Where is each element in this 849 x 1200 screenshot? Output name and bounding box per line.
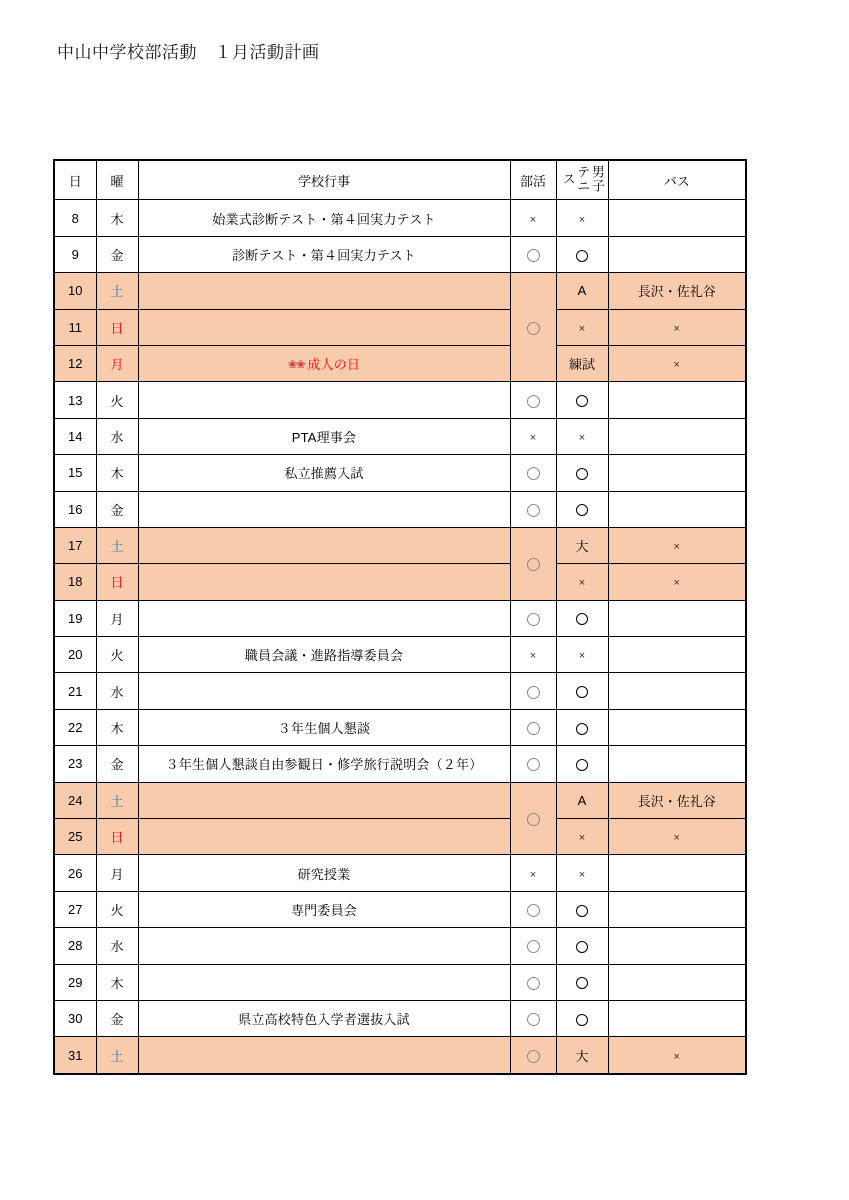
cross-mark-icon: × <box>673 577 680 590</box>
cell-club <box>510 928 556 964</box>
cell-bus <box>608 600 746 636</box>
cell-day: 10 <box>54 273 96 309</box>
column-header-school-event: 学校行事 <box>138 160 510 200</box>
cell-bus <box>608 855 746 891</box>
cell-club <box>510 1000 556 1036</box>
cell-day: 22 <box>54 709 96 745</box>
table-row <box>54 819 746 855</box>
cell-school-event <box>138 600 510 636</box>
event-text: ３年生個人懇談 <box>277 721 371 737</box>
cell-club <box>510 709 556 745</box>
table-row <box>54 527 746 563</box>
cell-boys-tennis <box>556 564 608 600</box>
cross-mark-icon: × <box>673 541 680 554</box>
cell-bus <box>608 673 746 709</box>
table-row <box>54 345 746 381</box>
table-row <box>54 746 746 782</box>
circle-mark-icon <box>576 686 588 698</box>
cross-mark-icon: × <box>578 213 586 226</box>
cell-bus <box>608 309 746 345</box>
cell-boys-tennis <box>556 891 608 927</box>
cell-weekday: 土 <box>96 1037 138 1074</box>
cell-boys-tennis <box>556 418 608 454</box>
cell-club <box>510 200 556 236</box>
circle-mark-light-icon <box>527 395 540 408</box>
cell-club <box>510 236 556 272</box>
circle-mark-icon <box>576 723 588 735</box>
cell-weekday: 金 <box>96 1000 138 1036</box>
cell-school-event <box>138 382 510 418</box>
circle-mark-icon <box>576 468 588 480</box>
cell-bus <box>608 382 746 418</box>
cross-mark-icon: × <box>529 868 537 881</box>
event-text: 成人の日 <box>307 357 361 373</box>
cell-boys-tennis <box>556 855 608 891</box>
circle-mark-icon <box>576 759 588 771</box>
cell-school-event <box>138 928 510 964</box>
column-header-boys-tennis-label: 男子テニス <box>560 164 605 193</box>
cell-school-event <box>138 309 510 345</box>
mark-label: 大 <box>575 1048 589 1064</box>
cell-boys-tennis <box>556 455 608 491</box>
table-row <box>54 382 746 418</box>
circle-mark-icon <box>576 250 588 262</box>
header-row <box>54 160 746 200</box>
cell-bus <box>608 564 746 600</box>
cell-boys-tennis <box>556 309 608 345</box>
cell-boys-tennis <box>556 673 608 709</box>
circle-mark-light-icon <box>527 1013 540 1026</box>
cell-boys-tennis <box>556 709 608 745</box>
mark-label: A <box>577 792 587 808</box>
cell-bus <box>608 746 746 782</box>
cell-boys-tennis <box>556 637 608 673</box>
cell-school-event <box>138 418 510 454</box>
circle-mark-light-icon <box>527 904 540 917</box>
cell-weekday: 土 <box>96 782 138 818</box>
cell-day: 14 <box>54 418 96 454</box>
table-row <box>54 964 746 1000</box>
table-row <box>54 855 746 891</box>
cross-mark-icon: × <box>529 431 537 444</box>
cell-bus <box>608 891 746 927</box>
event-text: 診断テスト・第４回実力テスト <box>232 247 416 263</box>
cell-day: 9 <box>54 236 96 272</box>
table-row <box>54 928 746 964</box>
cell-bus <box>608 236 746 272</box>
cell-day: 28 <box>54 928 96 964</box>
circle-mark-light-icon <box>527 758 540 771</box>
cell-bus <box>608 418 746 454</box>
cell-boys-tennis <box>556 273 608 309</box>
cell-weekday: 木 <box>96 709 138 745</box>
cell-day: 31 <box>54 1037 96 1074</box>
cell-school-event <box>138 273 510 309</box>
cell-club <box>510 600 556 636</box>
cell-weekday: 月 <box>96 855 138 891</box>
table-row <box>54 600 746 636</box>
event-text: 研究授業 <box>297 866 351 882</box>
cross-mark-icon: × <box>578 322 586 335</box>
cell-boys-tennis <box>556 600 608 636</box>
cell-weekday: 日 <box>96 819 138 855</box>
cell-boys-tennis <box>556 1037 608 1074</box>
table-row <box>54 1000 746 1036</box>
cell-day: 16 <box>54 491 96 527</box>
cell-day: 21 <box>54 673 96 709</box>
cell-weekday: 木 <box>96 455 138 491</box>
cell-school-event <box>138 709 510 745</box>
cell-day: 12 <box>54 345 96 381</box>
column-header-weekday: 曜 <box>96 160 138 200</box>
cell-weekday: 火 <box>96 891 138 927</box>
column-header-bus: バス <box>608 160 746 200</box>
table-row <box>54 891 746 927</box>
table-row <box>54 455 746 491</box>
cell-school-event <box>138 200 510 236</box>
circle-mark-light-icon <box>527 467 540 480</box>
circle-mark-light-icon <box>527 940 540 953</box>
cell-bus <box>608 527 746 563</box>
cell-school-event <box>138 855 510 891</box>
cell-day: 18 <box>54 564 96 600</box>
cell-bus <box>608 928 746 964</box>
cell-school-event <box>138 455 510 491</box>
cell-club <box>510 418 556 454</box>
cell-club <box>510 855 556 891</box>
cross-mark-icon: × <box>578 832 586 845</box>
cell-boys-tennis <box>556 746 608 782</box>
page-title: 中山中学校部活動 １月活動計画 <box>57 43 320 62</box>
cell-school-event <box>138 1000 510 1036</box>
cell-bus: 長沢・佐礼谷 <box>608 782 746 818</box>
column-header-boys-tennis <box>556 160 608 200</box>
cell-weekday: 木 <box>96 200 138 236</box>
cell-bus <box>608 819 746 855</box>
cell-boys-tennis <box>556 527 608 563</box>
table-row <box>54 637 746 673</box>
cell-day: 20 <box>54 637 96 673</box>
table-row <box>54 236 746 272</box>
cell-day: 8 <box>54 200 96 236</box>
cell-school-event <box>138 673 510 709</box>
event-text: 私立推薦入試 <box>284 466 364 482</box>
circle-mark-light-icon <box>527 613 540 626</box>
activity-schedule-table <box>53 159 747 1075</box>
crossed-flags-icon: ❀❀ <box>287 359 305 372</box>
event-text: 専門委員会 <box>290 903 357 918</box>
cell-day: 27 <box>54 891 96 927</box>
cell-bus <box>608 709 746 745</box>
circle-mark-light-icon <box>527 722 540 735</box>
schedule-sheet <box>53 159 745 1075</box>
cell-school-event <box>138 819 510 855</box>
cell-club <box>510 891 556 927</box>
cell-school-event <box>138 964 510 1000</box>
event-text: 県立高校特色入学者選抜入試 <box>238 1012 410 1028</box>
cell-weekday: 土 <box>96 273 138 309</box>
cross-mark-icon: × <box>529 650 537 663</box>
cell-boys-tennis <box>556 819 608 855</box>
mark-label: 大 <box>575 539 589 555</box>
cell-club <box>510 964 556 1000</box>
table-row <box>54 709 746 745</box>
cell-bus: 長沢・佐礼谷 <box>608 273 746 309</box>
cross-mark-icon: × <box>578 431 586 444</box>
table-row <box>54 309 746 345</box>
circle-mark-icon <box>576 941 588 953</box>
cross-mark-icon: × <box>529 213 537 226</box>
cell-day: 19 <box>54 600 96 636</box>
cell-weekday: 日 <box>96 309 138 345</box>
cell-school-event <box>138 236 510 272</box>
cell-weekday: 木 <box>96 964 138 1000</box>
cell-day: 29 <box>54 964 96 1000</box>
table-row <box>54 782 746 818</box>
cell-bus <box>608 1000 746 1036</box>
cell-school-event <box>138 491 510 527</box>
cell-bus <box>608 964 746 1000</box>
cell-day: 13 <box>54 382 96 418</box>
cell-day: 11 <box>54 309 96 345</box>
cross-mark-icon: × <box>673 322 680 335</box>
cell-club <box>510 273 556 382</box>
event-text: 職員会議・進路指導委員会 <box>244 648 404 664</box>
cross-mark-icon: × <box>578 577 586 590</box>
column-header-day: 日 <box>54 160 96 200</box>
cell-day: 15 <box>54 455 96 491</box>
cell-weekday: 水 <box>96 928 138 964</box>
cell-school-event <box>138 345 510 381</box>
event-text: 始業式診断テスト・第４回実力テスト <box>212 211 436 227</box>
circle-mark-light-icon <box>527 322 540 335</box>
circle-mark-light-icon <box>527 686 540 699</box>
mark-label: A <box>577 283 587 299</box>
cell-boys-tennis <box>556 200 608 236</box>
circle-mark-icon <box>576 613 588 625</box>
cell-day: 23 <box>54 746 96 782</box>
circle-mark-light-icon <box>527 504 540 517</box>
circle-mark-icon <box>576 1014 588 1026</box>
cell-club <box>510 491 556 527</box>
cell-bus <box>608 200 746 236</box>
cell-school-event <box>138 782 510 818</box>
cell-boys-tennis <box>556 345 608 381</box>
cell-school-event <box>138 637 510 673</box>
cell-club <box>510 382 556 418</box>
cell-boys-tennis <box>556 236 608 272</box>
event-text: PTA理事会 <box>291 429 357 445</box>
circle-mark-light-icon <box>527 813 540 826</box>
cell-day: 25 <box>54 819 96 855</box>
cell-school-event <box>138 746 510 782</box>
cell-bus <box>608 637 746 673</box>
cell-weekday: 土 <box>96 527 138 563</box>
cell-weekday: 金 <box>96 236 138 272</box>
cell-school-event <box>138 564 510 600</box>
circle-mark-icon <box>576 504 588 516</box>
cell-weekday: 火 <box>96 382 138 418</box>
cell-weekday: 日 <box>96 564 138 600</box>
cell-club <box>510 746 556 782</box>
event-text: ３年生個人懇談自由参観日・修学旅行説明会（２年） <box>165 757 483 773</box>
cell-boys-tennis <box>556 1000 608 1036</box>
cell-bus <box>608 345 746 381</box>
cell-bus <box>608 1037 746 1074</box>
cell-club <box>510 782 556 855</box>
cell-day: 26 <box>54 855 96 891</box>
cross-mark-icon: × <box>578 868 586 881</box>
circle-mark-light-icon <box>527 1050 540 1063</box>
table-row <box>54 1037 746 1074</box>
circle-mark-icon <box>576 977 588 989</box>
cell-boys-tennis <box>556 928 608 964</box>
table-row <box>54 564 746 600</box>
cell-weekday: 水 <box>96 673 138 709</box>
cell-weekday: 月 <box>96 600 138 636</box>
cell-club <box>510 527 556 600</box>
cell-club <box>510 673 556 709</box>
table-row <box>54 273 746 309</box>
cell-weekday: 金 <box>96 746 138 782</box>
cell-weekday: 水 <box>96 418 138 454</box>
table-row <box>54 418 746 454</box>
cell-boys-tennis <box>556 382 608 418</box>
table-header <box>54 160 746 200</box>
cell-boys-tennis <box>556 491 608 527</box>
cell-school-event <box>138 1037 510 1074</box>
mark-label: 練試 <box>568 357 595 373</box>
cell-weekday: 月 <box>96 345 138 381</box>
cell-weekday: 金 <box>96 491 138 527</box>
table-body <box>54 200 746 1074</box>
circle-mark-icon <box>576 905 588 917</box>
cross-mark-icon: × <box>673 1050 680 1063</box>
cell-bus <box>608 491 746 527</box>
cross-mark-icon: × <box>578 650 586 663</box>
cell-club <box>510 1037 556 1074</box>
cell-weekday: 火 <box>96 637 138 673</box>
cell-school-event <box>138 891 510 927</box>
cell-bus <box>608 455 746 491</box>
cell-club <box>510 637 556 673</box>
cell-day: 24 <box>54 782 96 818</box>
cross-mark-icon: × <box>673 359 680 372</box>
table-row <box>54 200 746 236</box>
cell-day: 17 <box>54 527 96 563</box>
circle-mark-light-icon <box>527 558 540 571</box>
cell-boys-tennis <box>556 964 608 1000</box>
column-header-club: 部活 <box>510 160 556 200</box>
circle-mark-icon <box>576 395 588 407</box>
circle-mark-light-icon <box>527 249 540 262</box>
cell-day: 30 <box>54 1000 96 1036</box>
table-row <box>54 673 746 709</box>
circle-mark-light-icon <box>527 977 540 990</box>
cell-school-event <box>138 527 510 563</box>
cell-club <box>510 455 556 491</box>
cell-boys-tennis <box>556 782 608 818</box>
table-row <box>54 491 746 527</box>
cross-mark-icon: × <box>673 832 680 845</box>
